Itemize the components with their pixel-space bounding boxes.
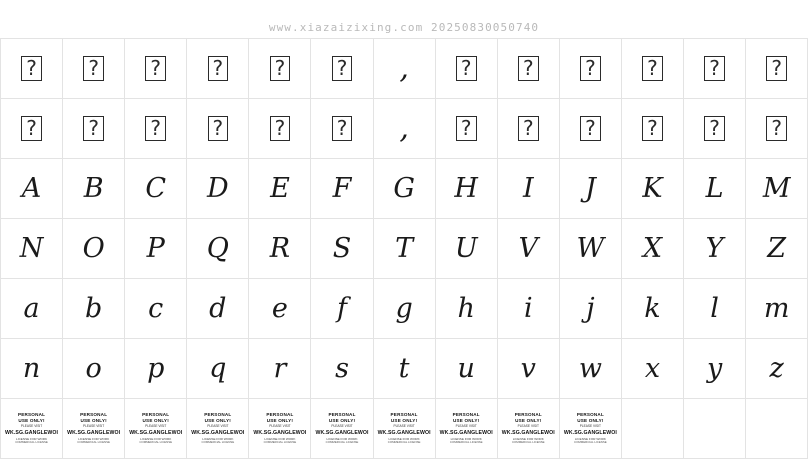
glyph-character: n: [22, 353, 41, 384]
glyph-character: H: [454, 173, 478, 204]
license-note-cell: [1, 399, 63, 459]
license-note-cell: [311, 399, 373, 459]
license-note-line3: PLEASE VISIT: [393, 424, 415, 429]
glyph-character: S: [332, 233, 352, 264]
glyph-cell-empty: [622, 399, 684, 459]
glyph-character: W: [576, 233, 605, 264]
license-note-line4: WK.SG.GANGLEWOI: [253, 429, 307, 436]
glyph-cell-missing: [498, 39, 560, 99]
glyph-character: y: [706, 353, 723, 384]
missing-glyph-icon: ?: [456, 116, 477, 141]
glyph-cell: [436, 159, 498, 219]
glyph-cell-missing: [684, 39, 746, 99]
license-note-line3: PLEASE VISIT: [455, 424, 477, 429]
glyph-cell: [560, 159, 622, 219]
glyph-cell: [746, 219, 808, 279]
glyph-cell: [1, 219, 63, 279]
glyph-character: a: [23, 293, 40, 324]
glyph-cell: [746, 339, 808, 399]
glyph-cell-missing: [187, 99, 249, 159]
license-note-line5: LICENSE FOR WORK: [450, 437, 482, 442]
glyph-cell: [1, 279, 63, 339]
glyph-cell-missing: [684, 99, 746, 159]
glyph-cell-missing: [746, 39, 808, 99]
glyph-character: z: [769, 353, 784, 384]
glyph-cell: [746, 279, 808, 339]
license-note-line6: COMMERCIAL LICENSE: [511, 440, 545, 445]
license-note-line5: LICENSE FOR WORK: [326, 437, 358, 442]
license-note-line6: COMMERCIAL LICENSE: [139, 440, 173, 445]
glyph-cell: [374, 279, 436, 339]
missing-glyph-icon: ?: [83, 116, 104, 141]
glyph-character: C: [145, 173, 167, 204]
license-note-line4: WK.SG.GANGLEWOI: [439, 429, 493, 436]
glyph-character: e: [271, 293, 288, 324]
license-note-line6: COMMERCIAL LICENSE: [574, 440, 607, 445]
license-note-line6: COMMERCIAL LICENSE: [325, 440, 359, 445]
glyph-cell: [125, 279, 187, 339]
glyph-cell-missing: [746, 99, 808, 159]
glyph-cell: [622, 159, 684, 219]
glyph-cell: [249, 219, 311, 279]
glyph-character: l: [710, 293, 719, 324]
glyph-cell-empty: [746, 399, 808, 459]
glyph-cell: [746, 159, 808, 219]
license-note-cell: [63, 399, 125, 459]
glyph-character: O: [82, 233, 105, 264]
glyph-cell: [684, 279, 746, 339]
glyph-character: s: [335, 353, 349, 384]
missing-glyph-icon: ?: [704, 116, 725, 141]
license-note-line5: LICENSE FOR WORK: [140, 437, 172, 442]
license-note-line1: PERSONAL: [266, 411, 294, 417]
missing-glyph-icon: ?: [270, 116, 291, 141]
license-note-line6: COMMERCIAL LICENSE: [77, 440, 110, 445]
glyph-cell: [63, 339, 125, 399]
license-note-line4: WK.SG.GANGLEWOI: [563, 429, 617, 436]
glyph-cell: [622, 339, 684, 399]
glyph-cell: [374, 339, 436, 399]
glyph-cell-missing: [622, 99, 684, 159]
license-note-line5: LICENSE FOR WORK: [512, 437, 544, 442]
glyph-cell: [684, 219, 746, 279]
glyph-cell-missing: [63, 99, 125, 159]
license-note-cell: [436, 399, 498, 459]
glyph-cell-missing: [311, 99, 373, 159]
glyph-character: h: [457, 293, 475, 324]
glyph-cell-missing: [125, 99, 187, 159]
glyph-character: Y: [705, 233, 724, 264]
glyph-cell-missing: [1, 99, 63, 159]
license-note-line3: PLEASE VISIT: [579, 424, 602, 429]
missing-glyph-icon: ?: [580, 116, 601, 141]
license-note-line3: PLEASE VISIT: [269, 424, 291, 429]
glyph-character: B: [83, 173, 104, 204]
license-note-line5: LICENSE FOR WORK: [15, 437, 48, 442]
glyph-cell-comma: [374, 99, 436, 159]
glyph-cell: [187, 159, 249, 219]
license-note-line2: USE ONLY!: [204, 417, 232, 423]
glyph-character: q: [209, 353, 227, 384]
glyph-cell-missing: [249, 99, 311, 159]
glyph-character: J: [584, 173, 596, 204]
glyph-cell: [1, 339, 63, 399]
glyph-character: F: [332, 173, 352, 204]
glyph-cell: [63, 279, 125, 339]
glyph-cell-empty: [684, 399, 746, 459]
license-note-line6: COMMERCIAL LICENSE: [449, 440, 483, 445]
glyph-character: c: [148, 293, 164, 324]
glyph-character: U: [454, 233, 478, 264]
glyph-cell: [187, 219, 249, 279]
missing-glyph-icon: ?: [332, 56, 353, 81]
glyph-character: G: [393, 173, 415, 204]
license-note-line2: USE ONLY!: [515, 417, 542, 423]
license-note-line2: USE ONLY!: [328, 417, 356, 423]
license-note-line3: PLEASE VISIT: [517, 424, 539, 429]
license-note-line2: USE ONLY!: [80, 417, 107, 423]
missing-glyph-icon: ?: [208, 116, 229, 141]
missing-glyph-icon: ?: [518, 116, 539, 141]
glyph-cell: [1, 159, 63, 219]
glyph-character: f: [337, 293, 348, 324]
glyph-character: o: [85, 353, 102, 384]
glyph-character: V: [518, 233, 539, 264]
glyph-character: T: [395, 233, 414, 264]
glyph-grid: [0, 38, 808, 459]
license-note-line2: USE ONLY!: [390, 417, 418, 423]
glyph-character: v: [520, 353, 536, 384]
glyph-cell: [498, 279, 560, 339]
glyph-cell: [311, 219, 373, 279]
glyph-character: E: [270, 173, 290, 204]
missing-glyph-icon: ?: [145, 116, 166, 141]
glyph-character: g: [395, 293, 413, 324]
missing-glyph-icon: ?: [21, 56, 42, 81]
glyph-cell: [684, 159, 746, 219]
license-note-line3: PLEASE VISIT: [145, 424, 167, 429]
glyph-cell: [249, 159, 311, 219]
glyph-cell: [63, 159, 125, 219]
missing-glyph-icon: ?: [21, 116, 42, 141]
glyph-character: Z: [767, 233, 787, 264]
glyph-cell: [684, 339, 746, 399]
license-note-line2: USE ONLY!: [18, 417, 45, 423]
glyph-character: m: [763, 293, 790, 324]
glyph-cell: [498, 159, 560, 219]
glyph-cell: [436, 339, 498, 399]
glyph-character: ,: [399, 50, 409, 86]
glyph-cell: [436, 279, 498, 339]
glyph-cell-missing: [249, 39, 311, 99]
missing-glyph-icon: ?: [704, 56, 725, 81]
glyph-character: j: [586, 293, 595, 324]
glyph-cell-missing: [63, 39, 125, 99]
glyph-cell: [63, 219, 125, 279]
glyph-character: L: [705, 173, 724, 204]
glyph-character: p: [147, 353, 165, 384]
license-note-line4: WK.SG.GANGLEWOI: [191, 429, 245, 436]
glyph-character: I: [522, 173, 534, 204]
glyph-cell: [311, 159, 373, 219]
license-note-line1: PERSONAL: [80, 411, 108, 417]
glyph-character: Q: [206, 233, 229, 264]
glyph-character: b: [84, 293, 103, 324]
glyph-cell-missing: [560, 99, 622, 159]
glyph-character: R: [269, 233, 291, 264]
glyph-character: k: [644, 293, 661, 324]
license-note-line6: COMMERCIAL LICENSE: [387, 440, 421, 445]
license-note-line6: COMMERCIAL LICENSE: [15, 440, 48, 445]
glyph-character: w: [578, 353, 602, 384]
license-note-line1: PERSONAL: [390, 411, 418, 417]
glyph-cell: [249, 279, 311, 339]
glyph-character: t: [398, 353, 410, 384]
license-note-line5: LICENSE FOR WORK: [388, 437, 420, 442]
glyph-character: A: [21, 173, 42, 204]
license-note-line5: LICENSE FOR WORK: [264, 437, 296, 442]
missing-glyph-icon: ?: [766, 56, 787, 81]
license-note-line1: PERSONAL: [17, 411, 46, 417]
glyph-cell-missing: [622, 39, 684, 99]
license-note-line4: WK.SG.GANGLEWOI: [67, 429, 121, 436]
license-note-line2: USE ONLY!: [453, 417, 480, 423]
glyph-cell: [498, 339, 560, 399]
missing-glyph-icon: ?: [208, 56, 229, 81]
missing-glyph-icon: ?: [332, 116, 353, 141]
glyph-cell: [560, 279, 622, 339]
glyph-character: r: [273, 353, 287, 384]
license-note-line5: LICENSE FOR WORK: [202, 437, 234, 442]
glyph-character: K: [642, 173, 663, 204]
glyph-cell: [436, 219, 498, 279]
glyph-character: N: [19, 233, 44, 264]
license-note-line4: WK.SG.GANGLEWOI: [5, 429, 59, 436]
license-note-line4: WK.SG.GANGLEWOI: [315, 429, 369, 436]
license-note-line6: COMMERCIAL LICENSE: [263, 440, 297, 445]
license-note-line1: PERSONAL: [328, 411, 356, 417]
glyph-cell-missing: [187, 39, 249, 99]
license-note-cell: [498, 399, 560, 459]
license-note-line1: PERSONAL: [576, 411, 604, 417]
license-note-line3: PLEASE VISIT: [331, 424, 353, 429]
missing-glyph-icon: ?: [766, 116, 787, 141]
license-note-line5: LICENSE FOR WORK: [574, 437, 606, 442]
glyph-cell: [125, 159, 187, 219]
license-note-line4: WK.SG.GANGLEWOI: [377, 429, 431, 436]
glyph-cell: [125, 219, 187, 279]
glyph-cell: [374, 219, 436, 279]
glyph-character: ,: [399, 110, 409, 146]
missing-glyph-icon: ?: [642, 56, 663, 81]
license-note-line4: WK.SG.GANGLEWOI: [129, 429, 183, 436]
missing-glyph-icon: ?: [145, 56, 166, 81]
license-note-cell: [560, 399, 622, 459]
glyph-cell: [125, 339, 187, 399]
glyph-cell: [311, 279, 373, 339]
glyph-character: P: [146, 233, 165, 264]
glyph-cell: [374, 159, 436, 219]
license-note-line1: PERSONAL: [452, 411, 480, 417]
missing-glyph-icon: ?: [83, 56, 104, 81]
glyph-cell: [622, 279, 684, 339]
glyph-cell: [560, 339, 622, 399]
license-note-cell: [187, 399, 249, 459]
glyph-cell: [560, 219, 622, 279]
glyph-character: X: [642, 233, 663, 264]
glyph-cell-missing: [1, 39, 63, 99]
license-note-line1: PERSONAL: [204, 411, 232, 417]
glyph-cell: [249, 339, 311, 399]
glyph-character: d: [209, 293, 227, 324]
watermark-text: www.xiazaizixing.com 20250830050740: [268, 21, 540, 34]
license-note-line3: PLEASE VISIT: [20, 424, 43, 429]
glyph-character: x: [644, 353, 661, 384]
license-note-line2: USE ONLY!: [577, 417, 604, 423]
license-note-line3: PLEASE VISIT: [83, 424, 105, 429]
glyph-cell: [622, 219, 684, 279]
missing-glyph-icon: ?: [518, 56, 539, 81]
missing-glyph-icon: ?: [642, 116, 663, 141]
glyph-cell-missing: [498, 99, 560, 159]
license-note-line1: PERSONAL: [514, 411, 542, 417]
glyph-cell-missing: [436, 99, 498, 159]
license-note-line4: WK.SG.GANGLEWOI: [501, 429, 555, 436]
glyph-character: M: [762, 173, 791, 204]
license-note-cell: [125, 399, 187, 459]
glyph-character: u: [457, 353, 475, 384]
glyph-cell-missing: [560, 39, 622, 99]
license-note-line3: PLEASE VISIT: [207, 424, 229, 429]
glyph-cell: [498, 219, 560, 279]
license-note-cell: [249, 399, 311, 459]
missing-glyph-icon: ?: [580, 56, 601, 81]
license-note-cell: [374, 399, 436, 459]
license-note-line5: LICENSE FOR WORK: [78, 437, 110, 442]
license-note-line2: USE ONLY!: [142, 417, 169, 423]
glyph-cell: [187, 339, 249, 399]
glyph-cell: [311, 339, 373, 399]
glyph-cell-missing: [436, 39, 498, 99]
glyph-cell: [187, 279, 249, 339]
glyph-character: D: [207, 173, 229, 204]
license-note-line1: PERSONAL: [142, 411, 170, 417]
missing-glyph-icon: ?: [270, 56, 291, 81]
glyph-cell-missing: [125, 39, 187, 99]
missing-glyph-icon: ?: [456, 56, 477, 81]
glyph-cell-missing: [311, 39, 373, 99]
glyph-character: i: [523, 293, 533, 324]
license-note-line2: USE ONLY!: [266, 417, 294, 423]
glyph-cell-comma: [374, 39, 436, 99]
license-note-line6: COMMERCIAL LICENSE: [201, 440, 235, 445]
